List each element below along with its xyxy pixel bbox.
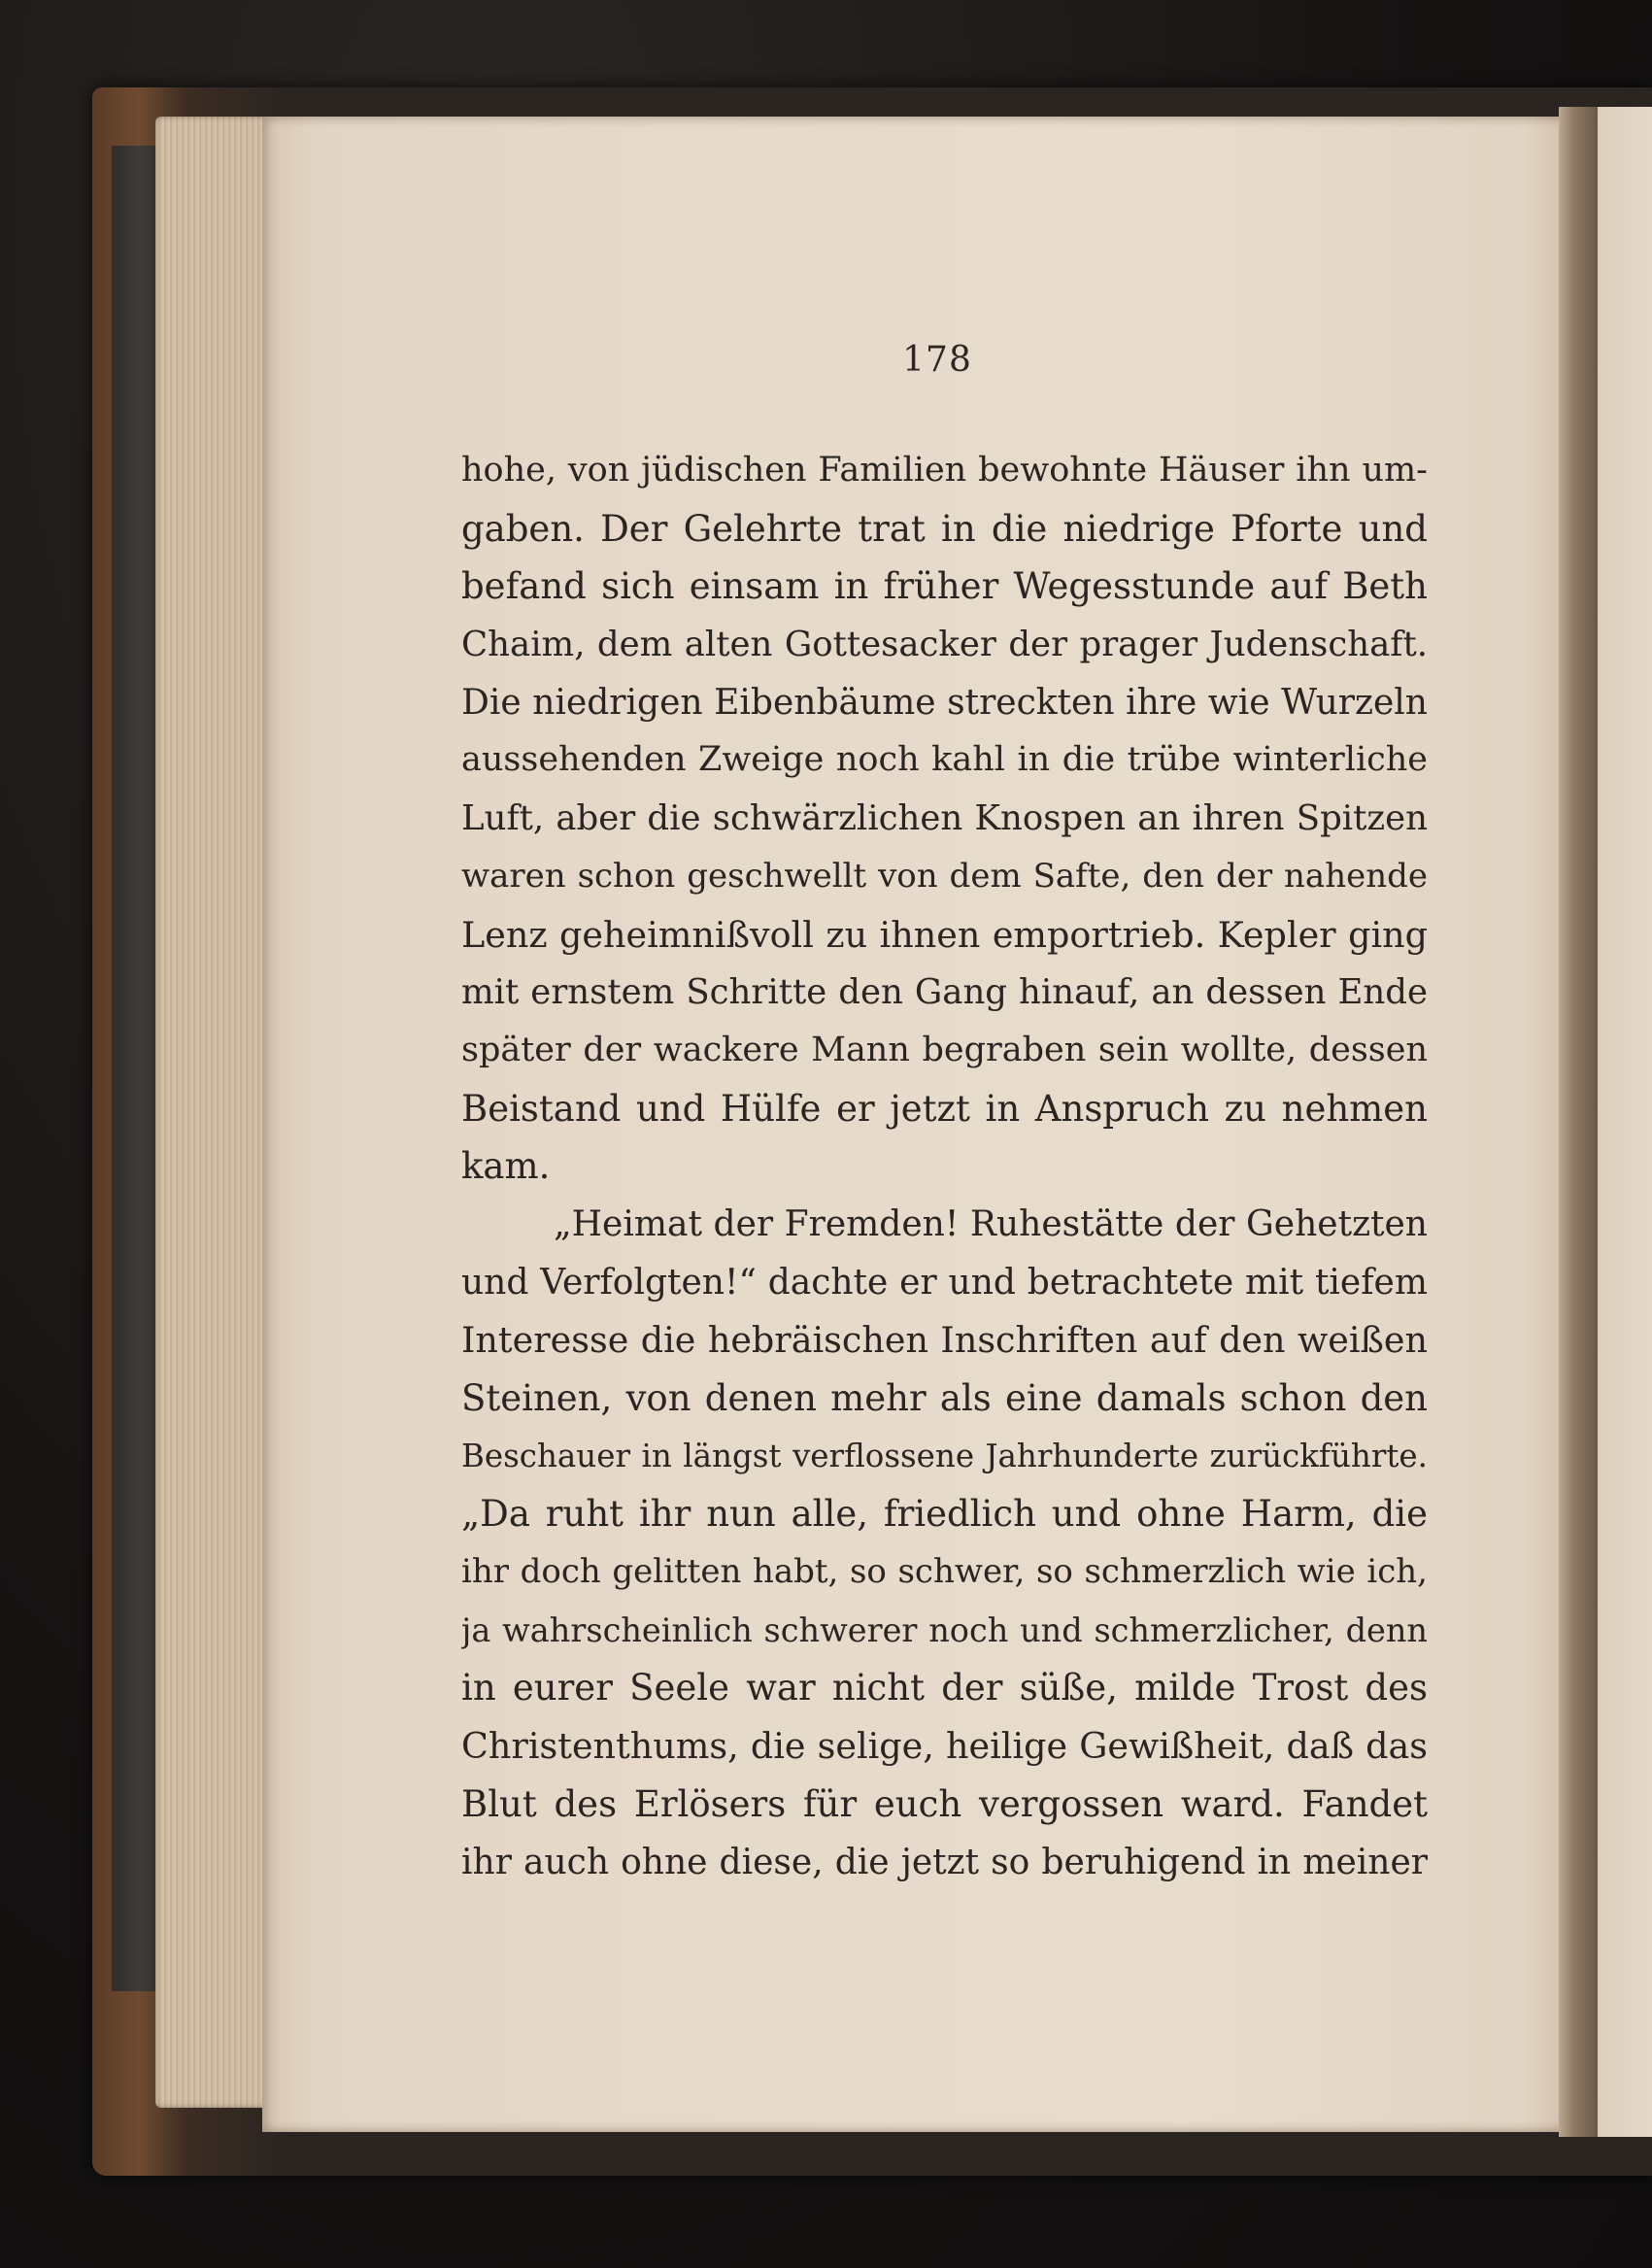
text-line: ihr doch gelitten habt, so schwer, so schmerzlich wie ich, [461, 1552, 1428, 1592]
text-line: ihr auch ohne diese, die jetzt so beruhigend in meiner [461, 1842, 1428, 1882]
book-gutter [1559, 107, 1598, 2137]
text-line: befand sich einsam in früher Wegesstunde auf Beth [461, 565, 1428, 608]
text-line: Luft, aber die schwärzlichen Knospen an ihren Spitzen [461, 798, 1428, 839]
text-line: aussehenden Zweige noch kahl in die trübe winterliche [461, 740, 1428, 780]
text-line: Interesse die hebräischen Inschriften auf den weißen [461, 1319, 1428, 1362]
text-line: und Verfolgten!“ dachte er und betrachtete mit tiefem [461, 1262, 1428, 1303]
text-line: Steinen, von denen mehr als eine damals schon den [461, 1377, 1428, 1419]
text-line: hohe, von jüdischen Familien bewohnte Häuser ihn um- [461, 451, 1428, 490]
text-line: Chaim, dem alten Gottesacker der prager Judenschaft. [461, 625, 1428, 665]
text-line: später der wackere Mann begraben sein wollte, dessen [461, 1030, 1428, 1069]
page-number: 178 [902, 340, 972, 380]
text-line: Christenthums, die selige, heilige Gewißheit, daß das [461, 1725, 1428, 1768]
text-line: Die niedrigen Eibenbäume streckten ihre wie Wurzeln [461, 682, 1428, 723]
text-line: Blut des Erlösers für euch vergossen ward. Fandet [461, 1782, 1428, 1825]
text-line: ja wahrscheinlich schwerer noch und schmerzlicher, denn [461, 1610, 1428, 1649]
text-line: „Da ruht ihr nun alle, friedlich und ohne Harm, die [461, 1493, 1428, 1536]
page-text [461, 442, 1428, 1891]
text-line: Beistand und Hülfe er jetzt in Anspruch zu nehmen [461, 1087, 1428, 1130]
text-line: kam. [461, 1145, 551, 1188]
text-line: gaben. Der Gelehrte trat in die niedrige Pforte und [461, 507, 1428, 550]
text-line: in eurer Seele war nicht der süße, milde Trost des [461, 1667, 1428, 1709]
text-line: Lenz geheimnißvoll zu ihnen emportrieb. Kepler ging [461, 913, 1428, 956]
text-line: Beschauer in längst verflossene Jahrhunderte zurückführte. [461, 1437, 1428, 1474]
text-line: waren schon geschwellt von dem Safte, den der nahende [461, 856, 1428, 896]
page-edges [155, 117, 272, 2108]
text-line: mit ernstem Schritte den Gang hinauf, an dessen Ende [461, 972, 1428, 1013]
facing-page [1591, 107, 1652, 2137]
text-line: „Heimat der Fremden! Ruhestätte der Gehetzten [554, 1203, 1428, 1244]
